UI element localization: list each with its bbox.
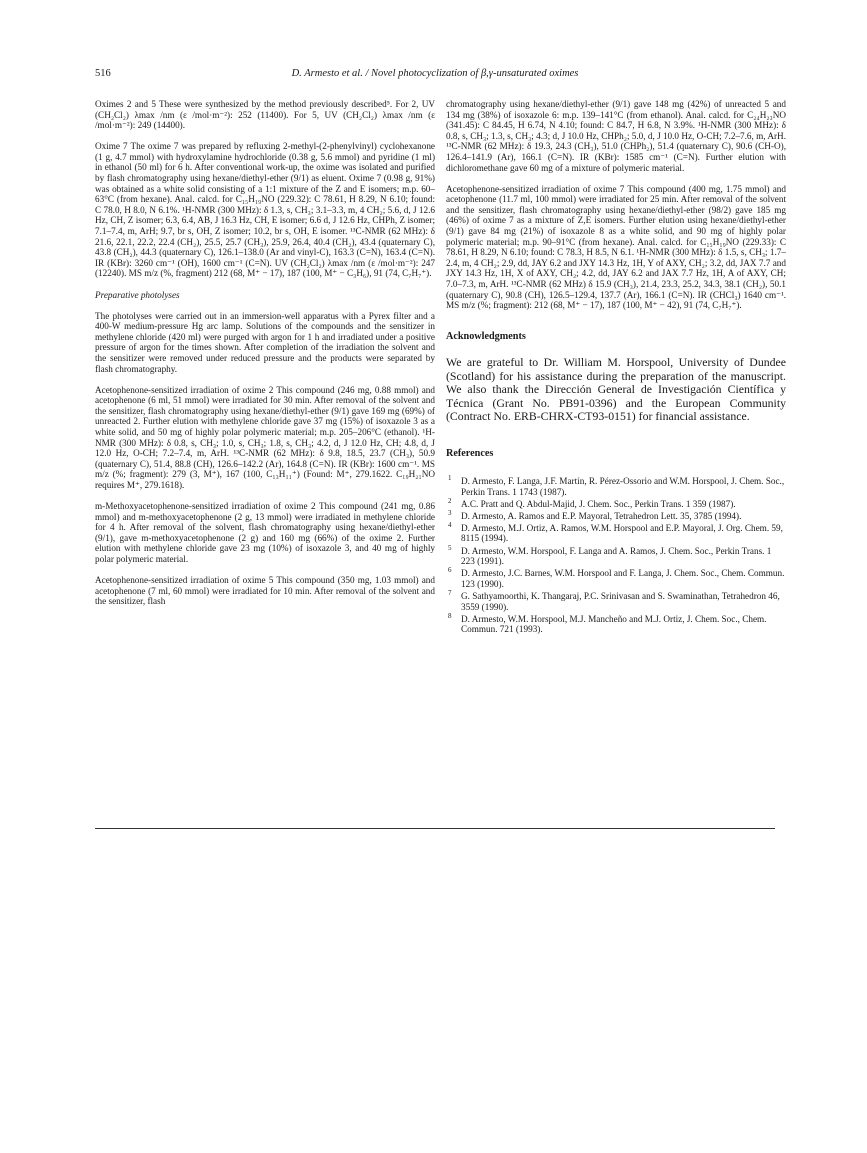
acknowledgments-heading: Acknowledgments [446,330,526,342]
reference-number: 3 [448,508,452,517]
paragraph-irradiation-oxime-7: Acetophenone-sensitized irradiation of oxime 7 This compound (400 mg, 1.75 mmol) and acetophenone (11.7 ml, 100 mmol) were irradiated for 25 min. After removal of the solvent and the sensitizer, flash chromatography using hexane/diethyl-ether (98/2) gave 185 mg (46%) of oxime 7 as a mixture of Z,E isomers. Further elution using hexane/diethyl-ether (9/1) gave 84 mg (21%) of isoxazole 8 as a white solid, and 90 mg of highly polar polymeric material; m.p. 90–91°C (from hexane). Anal. calcd. for C₁₅H₁₉NO (229.33): C 78.61, H 8.29, N 6.10; found: C 78.3, H 8.5, N 6.1. ¹H-NMR (300 MHz): δ 1.5, s, CH₃; 1.7–2.4, m, 4 CH₂; 2.9, dd, JAY 6.2 and JXY 14.3 Hz, 1H, Y of AXY, CH₂; 3.2, dd, JAX 7.7 and JXY 14.3 Hz, 1H, X of AXY, CH₂; 4.2, dd, JAY 6.2 and JAX 7.7 Hz, 1H, A of AXY, CH; 7.0–7.3, m, ArH. ¹³C-NMR (62 MHz) δ 15.9 (CH₃), 21.4, 23.3, 25.2, 34.3, 38.1 (CH₂), 50.1 (quaternary C), 90.8 (CH), 126.5–129.4, 137.7 (Ar), 166.1 (C=N). IR (CHCl₃) 1640 cm⁻¹. MS m/z (%; fragment): 212 (68, M⁺ − 17), 187 (100, M⁺ − 42), 91 (74, C₇H₇⁺). [446,183,786,311]
reference-item [446,588,786,612]
references-list [446,476,786,635]
reference-number: 6 [448,566,452,575]
reference-text: D. Armesto, A. Ramos and E.P. Mayoral, Tetrahedron Lett. 35, 3785 (1994). [461,510,742,521]
reference-text: D. Armesto, J.C. Barnes, W.M. Horspool and F. Langa, J. Chem. Soc., Chem. Commun. 123 (1990). [461,568,785,589]
paragraph-methoxy-irradiation-oxime-2: m-Methoxyacetophenone-sensitized irradiation of oxime 2 This compound (241 mg, 0.86 mmol) and m-methoxyacetophenone (2 g, 13 mmol) were irradiated in methylene chloride for 4 h. After removal of the solvent, flash chromatography using hexane/diethyl-ether (9/1), gave m-methoxyacetophenone (2 g) and 160 mg (66%) of the oxime 2. Further elution with methylene chloride gave 23 mg (10%) of isoxazole 3, and 40 mg of highly polar polymeric material. [95,501,435,565]
reference-item [446,496,786,510]
reference-number: 4 [448,520,452,529]
paragraph-oximes-2-5: Oximes 2 and 5 These were synthesized by the method previously described⁵. For 2, UV (CH₂Cl₂) λmax /nm (ε /mol·m⁻²): 252 (11400). For 5, UV (CH₂Cl₂) λmax /nm (ε /mol·m⁻²): 249 (14400). [95,99,435,131]
reference-item [446,476,786,497]
reference-number: 8 [448,611,452,620]
reference-number: 5 [448,543,452,552]
reference-text: D. Armesto, M.J. Ortiz, A. Ramos, W.M. Horspool and E.P. Mayoral, J. Org. Chem. 59, 8115 (1994). [461,522,783,544]
reference-number: 1 [448,474,452,482]
acknowledgments-text: We are grateful to Dr. William M. Horspool, University of Dundee (Scotland) for his assistance during the preparation of the manuscript. We also thank the Dirección General de Investigación Científica y Técnica (Grant No. PB91-0396) and the European Community (Contract No. ERB-CHRX-CT93-0151) for financial assistance. [446,355,786,423]
paragraph-oxime-5-continued: chromatography using hexane/diethyl-ether (9/1) gave 148 mg (42%) of unreacted 5 and 134 mg (38%) of isoxazole 6: m.p. 139–141°C (from ethanol). Anal. calcd. for C₂₄H₂₃NO (341.45): C 84.45, H 6.74, N 4.10; found: C 84.7, H 6.8, N 3.9%. ¹H-NMR (300 MHz): δ 0.8, s, CH₃; 1.3, s, CH₃; 4.3; d, J 10.0 Hz, CHPh₂; 5.0, d, J 10.0 Hz, O-CH; 7.2–7.6, m, ArH. ¹³C-NMR (62 MHz): δ 19.3, 24.3 (CH₃), 51.0 (CHPh₂), 51.4 (quaternary C), 90.6 (CH-O), 126.4–141.9 (Ar), 166.1 (C=N). IR (KBr): 1585 cm⁻¹ (C=N). Further elution with dichloromethane gave 60 mg of a mixture of polymeric material. [446,99,786,173]
reference-item [446,520,786,544]
section-heading-preparative-photolyses: Preparative photolyses [95,289,180,300]
reference-text: D. Armesto, W.M. Horspool, M.J. Mancheño and M.J. Ortiz, J. Chem. Soc., Chem. Commun. 721 (1993). [461,613,767,635]
running-title: D. Armesto et al. / Novel photocyclization of β,γ-unsaturated oximes [291,68,579,79]
reference-text: A.C. Pratt and Q. Abdul-Majid, J. Chem. Soc., Perkin Trans. 1 359 (1987). [461,498,736,509]
references-heading: References [446,448,494,460]
bottom-rule [95,828,775,829]
reference-number: 2 [448,496,452,505]
reference-text: G. Sathyamoorthi, K. Thangaraj, P.C. Srinivasan and S. Swaminathan, Tetrahedron 46, 3559 (1990). [461,590,780,612]
paragraph-irradiation-oxime-5: Acetophenone-sensitized irradiation of oxime 5 This compound (350 mg, 1.03 mmol) and acetophenone (7 ml, 60 mmol) were irradiated for 10 min. After removal of the solvent and the sensitizer, flash [95,575,435,607]
reference-text: D. Armesto, W.M. Horspool, F. Langa and A. Ramos, J. Chem. Soc., Perkin Trans. 1 223 (1991). [461,545,772,567]
reference-text: D. Armesto, F. Langa, J.F. Martín, R. Pérez-Ossorio and W.M. Horspool, J. Chem. Soc., Perkin Trans. 1 1743 (1987). [461,476,785,497]
paragraph-photolyses-method: The photolyses were carried out in an immersion-well apparatus with a Pyrex filter and a 400-W medium-pressure Hg arc lamp. Solutions of the compounds and the sensitizer in methylene chloride (420 ml) were purged with argon for 1 h and irradiated under a positive pressure of argon for the times shown. After completion of the irradiation the solvent and the sensitizer were removed under reduced pressure and the products were separated by flash chromatography. [95,310,435,374]
reference-number: 7 [448,588,452,597]
right-column [446,99,786,636]
page-number: 516 [95,68,111,79]
reference-item [446,611,786,635]
paragraph-oxime-7: Oxime 7 The oxime 7 was prepared by refluxing 2-methyl-(2-phenylvinyl) cyclohexanone (1 g, 4.7 mmol) with hydroxylamine hydrochloride (0.38 g, 5.6 mmol) and pyridine (1 ml) in ethanol (50 ml) for 6 h. After conventional work-up, the oxime was isolated and purified by flash chromatography using hexane/diethyl-ether (9/1) as eluent. Oxime 7 (0.98 g, 91%) was obtained as a white solid consisting of a 1:1 mixture of the Z and E isomers; m.p. 60–63°C (from hexane). Anal. calcd. for C₁₅H₁₉NO (229.32): C 78.61, H 8.29, N 6.10; found: C 78.0, H 8.0, N 6.1%. ¹H-NMR (300 MHz): δ 1.3, s, CH₃; 3.1–3.3, m, 4 CH₂; 5.6, d, J 12.6 Hz, CH, Z isomer; 6.3, 6.4, AB, J 16.3 Hz, CH, E isomer; 6.6 d, J 12.6 Hz, CHPh, Z isomer; 7.1–7.4, m, ArH; 9.7, br s, OH, Z isomer; 10.2, br s, OH, E isomer. ¹³C-NMR (62 MHz): δ 21.6, 22.1, 22.2, 22.4 (CH₂), 25.5, 25.7 (CH₃), 25.9, 26.4, 40.4 (CH₂), 43.4 (quaternary C), 43.8 (CH₂), 44.3 (quaternary C), 126.1–138.0 (Ar and vinyl-C), 163.3 (C=N), 163.4 (C=N). IR (KBr): 3260 cm⁻¹ (OH), 1600 cm⁻¹ (C=N). UV (CH₂Cl₂) λmax /nm (ε /mol·m⁻²): 247 (12240). MS m/z (%, fragment) 212 (68, M⁺ − 17), 187 (100, M⁺ − C₃H₆), 91 (74, C₇H₇⁺). [95,141,435,279]
reference-item [446,543,786,567]
reference-item [446,508,786,522]
reference-item [446,568,786,589]
left-column [95,99,435,607]
paragraph-irradiation-oxime-2: Acetophenone-sensitized irradiation of oxime 2 This compound (246 mg, 0.88 mmol) and acetophenone (6 ml, 51 mmol) were irradiated for 30 min. After removal of the solvent and the sensitizer, flash chromatography using hexane/diethyl-ether (9/1) gave 169 mg (69%) of unreacted 2. Further elution with methylene chloride gave 37 mg (15%) of isoxazole 3 as a white solid, and 50 mg of highly polar polymeric material; m.p. 205–206°C (ethanol). ¹H-NMR (300 MHz): δ 0.8, s, CH₃; 1.0, s, CH₃; 1.8, s, CH₃; 4.2, d, J 12.0 Hz, CH; 4.8, d, J 12.0 Hz, O-CH; 7.2–7.4, m, ArH. ¹³C-NMR (62 MHz): δ 9.8, 18.5, 23.7 (CH₃), 50.9 (quaternary C), 51.4, 88.8 (CH), 126.6–142.2 (Ar), 164.8 (C=N). IR (KBr): 1600 cm⁻¹. MS m/z (%; fragment): 279 (3, M⁺), 167 (100, C₁₃H₁₁⁺) (Found: M⁺, 279.1622. C₁₉H₂₁NO requires M⁺, 279.1618). [95,384,435,490]
